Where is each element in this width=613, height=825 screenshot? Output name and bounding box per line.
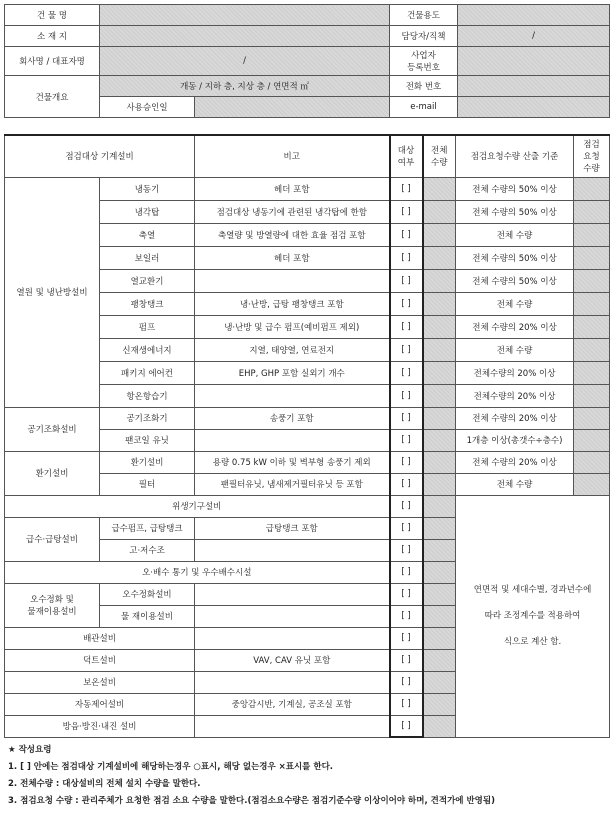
request-qty-field[interactable] [574, 473, 610, 495]
request-qty-field[interactable] [574, 338, 610, 361]
col-basis-header: 점검요청수량 산출 기준 [456, 135, 574, 177]
target-checkbox[interactable]: [ ] [390, 627, 423, 649]
target-checkbox[interactable]: [ ] [390, 517, 423, 539]
total-qty-field[interactable] [423, 451, 456, 473]
row-note [195, 715, 390, 737]
row-basis: 전체 수량의 20% 이상 [456, 315, 574, 338]
building-name-label: 건 물 명 [5, 5, 100, 26]
row-basis: 전체 수량 [456, 473, 574, 495]
request-qty-field[interactable] [574, 451, 610, 473]
target-checkbox[interactable]: [ ] [390, 177, 423, 200]
total-qty-field[interactable] [423, 715, 456, 737]
request-qty-field[interactable] [574, 200, 610, 223]
request-qty-field[interactable] [574, 269, 610, 292]
company-label: 회사명 / 대표자명 [5, 47, 100, 76]
target-checkbox[interactable]: [ ] [390, 361, 423, 384]
total-qty-field[interactable] [423, 693, 456, 715]
request-qty-field[interactable] [574, 246, 610, 269]
building-name-field[interactable] [100, 5, 390, 26]
total-qty-field[interactable] [423, 315, 456, 338]
row-note [195, 605, 390, 627]
request-qty-field[interactable] [574, 407, 610, 429]
target-checkbox[interactable]: [ ] [390, 223, 423, 246]
manager-label: 담당자/직책 [390, 26, 458, 47]
row-label: 고·저수조 [100, 539, 195, 561]
row-label: 냉동기 [100, 177, 195, 200]
company-field[interactable]: / [100, 47, 390, 76]
row-label: 패키지 에어컨 [100, 361, 195, 384]
total-qty-field[interactable] [423, 338, 456, 361]
group-heating: 열원 및 냉난방설비 [5, 177, 100, 407]
target-checkbox[interactable]: [ ] [390, 292, 423, 315]
row-label: 팽창탱크 [100, 292, 195, 315]
total-qty-field[interactable] [423, 177, 456, 200]
total-qty-field[interactable] [423, 627, 456, 649]
total-qty-field[interactable] [423, 583, 456, 605]
total-qty-field[interactable] [423, 649, 456, 671]
row-label: 팬코일 유닛 [100, 429, 195, 451]
row-label: 필터 [100, 473, 195, 495]
row-label: 보일러 [100, 246, 195, 269]
row-note: 용량 0.75 kW 이하 및 벽부형 송풍기 제외 [195, 451, 390, 473]
row-note: 헤더 포함 [195, 177, 390, 200]
total-qty-field[interactable] [423, 561, 456, 583]
row-basis: 전체수량의 20% 이상 [456, 384, 574, 407]
area-note: 연면적 및 세대수별, 경과년수에 따라 조정계수를 적용하여 식으로 계산 함. [456, 495, 610, 737]
target-checkbox[interactable]: [ ] [390, 605, 423, 627]
row-note: 헤더 포함 [195, 246, 390, 269]
total-qty-field[interactable] [423, 292, 456, 315]
group-sewage: 오수정화 및 물재이용설비 [5, 583, 100, 627]
target-checkbox[interactable]: [ ] [390, 338, 423, 361]
total-qty-field[interactable] [423, 605, 456, 627]
row-note: 지열, 태양열, 연료전지 [195, 338, 390, 361]
instructions-title: ★ 작성요령 [8, 745, 52, 755]
row-basis: 전체 수량의 50% 이상 [456, 246, 574, 269]
target-checkbox[interactable]: [ ] [390, 539, 423, 561]
row-label: 물 재이용설비 [100, 605, 195, 627]
total-qty-field[interactable] [423, 200, 456, 223]
total-qty-field[interactable] [423, 361, 456, 384]
row-label: 급수펌프, 급탕탱크 [100, 517, 195, 539]
group-duct: 덕트설비 [5, 649, 195, 671]
row-label: 오수정화설비 [100, 583, 195, 605]
row-label: 환기설비 [100, 451, 195, 473]
total-qty-field[interactable] [423, 223, 456, 246]
group-insulation: 보온설비 [5, 671, 195, 693]
bizno-label: 사업자 등록번호 [390, 47, 458, 76]
request-qty-field[interactable] [574, 384, 610, 407]
group-antivib: 방음·방진·내진 설비 [5, 715, 195, 737]
approval-field[interactable] [195, 97, 390, 118]
row-label: 펌프 [100, 315, 195, 338]
target-checkbox[interactable]: [ ] [390, 693, 423, 715]
total-qty-field[interactable] [423, 384, 456, 407]
row-note: 중앙감시반, 기계실, 공조실 포함 [195, 693, 390, 715]
row-note: 냉·난방, 급탕 팽창탱크 포함 [195, 292, 390, 315]
col-request-header: 점검 요청 수량 [574, 135, 610, 177]
group-water: 급수·급탕설비 [5, 517, 100, 561]
equipment-table [4, 134, 610, 738]
row-note [195, 384, 390, 407]
row-basis: 전체 수량의 50% 이상 [456, 200, 574, 223]
row-note: 팬필터유닛, 냄새제거필터유닛 등 포함 [195, 473, 390, 495]
target-checkbox[interactable]: [ ] [390, 429, 423, 451]
row-note [195, 539, 390, 561]
total-qty-field[interactable] [423, 407, 456, 429]
col-note-header: 비고 [195, 135, 390, 177]
target-checkbox[interactable]: [ ] [390, 246, 423, 269]
target-checkbox[interactable]: [ ] [390, 583, 423, 605]
bizno-field[interactable] [458, 47, 610, 76]
row-note: 점검대상 냉동기에 관련된 냉각탑에 한함 [195, 200, 390, 223]
instruction-item: 2. 전체수량 : 대상설비의 전체 설치 수량을 말한다. [8, 779, 201, 789]
row-basis: 전체 수량의 20% 이상 [456, 451, 574, 473]
col-equipment-header: 점검대상 기계설비 [5, 135, 195, 177]
group-vent: 환기설비 [5, 451, 100, 495]
request-qty-field[interactable] [574, 177, 610, 200]
approval-label: 사용승인일 [100, 97, 195, 118]
row-note: VAV, CAV 유닛 포함 [195, 649, 390, 671]
row-note [195, 429, 390, 451]
instructions [8, 742, 608, 810]
row-basis: 전체수량의 20% 이상 [456, 361, 574, 384]
phone-field[interactable] [458, 76, 610, 97]
target-checkbox[interactable]: [ ] [390, 315, 423, 338]
request-qty-field[interactable] [574, 361, 610, 384]
row-note: 송풍기 포함 [195, 407, 390, 429]
row-note [195, 583, 390, 605]
row-note: 냉·난방 및 급수 펌프(예비펌프 제외) [195, 315, 390, 338]
overview-field[interactable]: 개동 / 지하 층, 지상 층 / 연면적 ㎡ [100, 76, 390, 97]
manager-field[interactable]: / [458, 26, 610, 47]
row-note [195, 269, 390, 292]
email-label: e-mail [390, 97, 458, 118]
total-qty-field[interactable] [423, 473, 456, 495]
group-autocontrol: 자동제어설비 [5, 693, 195, 715]
instruction-item: 1. [ ] 안에는 점검대상 기계설비에 해당하는경우 ○표시, 해당 없는경우 ×표시를 한다. [8, 762, 334, 772]
target-checkbox[interactable]: [ ] [390, 451, 423, 473]
row-label: 냉각탑 [100, 200, 195, 223]
row-basis: 전체 수량 [456, 338, 574, 361]
target-checkbox[interactable]: [ ] [390, 715, 423, 737]
total-qty-field[interactable] [423, 429, 456, 451]
target-checkbox[interactable]: [ ] [390, 495, 423, 517]
total-qty-field[interactable] [423, 539, 456, 561]
row-label: 열교환기 [100, 269, 195, 292]
target-checkbox[interactable]: [ ] [390, 561, 423, 583]
row-note: 급탕탱크 포함 [195, 517, 390, 539]
request-qty-field[interactable] [574, 292, 610, 315]
instruction-item: 3. 점검요청 수량 : 관리주체가 요청한 점검 소요 수량을 말한다.(점검소요수량은 점검기준수량 이상이어야 하며, 견적가에 반영됨) [8, 796, 495, 806]
target-checkbox[interactable]: [ ] [390, 269, 423, 292]
group-aircon: 공기조화설비 [5, 407, 100, 451]
request-qty-field[interactable] [574, 429, 610, 451]
row-note: EHP, GHP 포함 실외기 개수 [195, 361, 390, 384]
row-basis: 전체 수량 [456, 223, 574, 246]
target-checkbox[interactable]: [ ] [390, 473, 423, 495]
total-qty-field[interactable] [423, 517, 456, 539]
row-label: 신재생에너지 [100, 338, 195, 361]
col-target-header: 대상 여부 [390, 135, 423, 177]
row-note [195, 627, 390, 649]
location-field[interactable] [100, 26, 390, 47]
target-checkbox[interactable]: [ ] [390, 671, 423, 693]
target-checkbox[interactable]: [ ] [390, 649, 423, 671]
target-checkbox[interactable]: [ ] [390, 407, 423, 429]
request-qty-field[interactable] [574, 315, 610, 338]
building-info-table [4, 4, 610, 118]
col-total-header: 전체 수량 [423, 135, 456, 177]
row-basis: 전체 수량의 50% 이상 [456, 269, 574, 292]
row-basis: 1개층 이상(총갯수÷층수) [456, 429, 574, 451]
building-use-field[interactable] [458, 5, 610, 26]
group-drain: 오·배수 통기 및 우수배수시설 [5, 561, 390, 583]
email-field[interactable] [458, 97, 610, 118]
row-label: 축열 [100, 223, 195, 246]
phone-label: 전화 번호 [390, 76, 458, 97]
request-qty-field[interactable] [574, 223, 610, 246]
total-qty-field[interactable] [423, 671, 456, 693]
row-label: 공기조화기 [100, 407, 195, 429]
target-checkbox[interactable]: [ ] [390, 200, 423, 223]
building-use-label: 건물용도 [390, 5, 458, 26]
total-qty-field[interactable] [423, 246, 456, 269]
target-checkbox[interactable]: [ ] [390, 384, 423, 407]
group-piping: 배관설비 [5, 627, 195, 649]
row-label: 항온항습기 [100, 384, 195, 407]
total-qty-field[interactable] [423, 269, 456, 292]
row-note: 축열량 및 방열량에 대한 효율 점검 포함 [195, 223, 390, 246]
row-basis: 전체 수량의 50% 이상 [456, 177, 574, 200]
row-basis: 전체 수량 [456, 292, 574, 315]
overview-label: 건물개요 [5, 76, 100, 118]
total-qty-field[interactable] [423, 495, 456, 517]
row-basis: 전체 수량의 20% 이상 [456, 407, 574, 429]
row-note [195, 671, 390, 693]
group-sanitary: 위생기구설비 [5, 495, 390, 517]
location-label: 소 재 지 [5, 26, 100, 47]
